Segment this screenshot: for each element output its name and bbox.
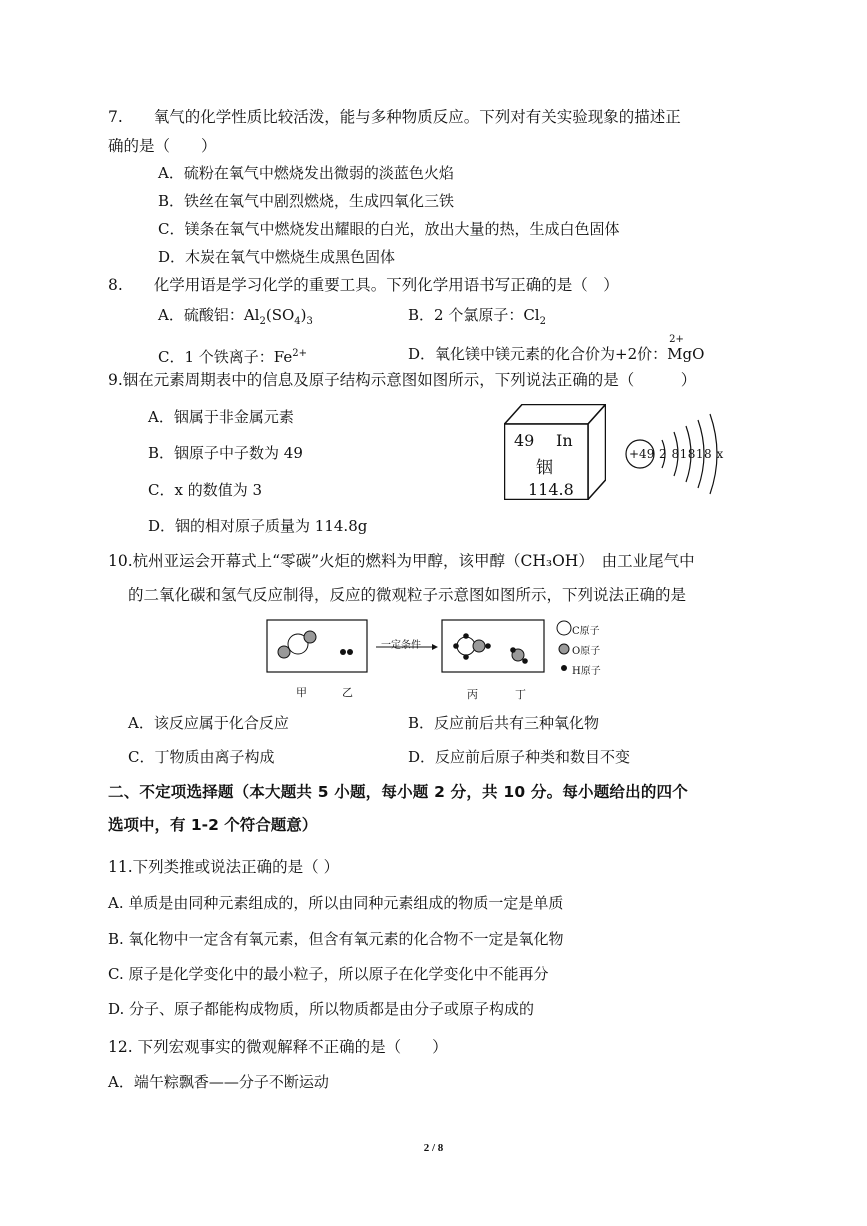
legend-h-atom: H原子 (572, 666, 601, 677)
q8-stem: 8. 化学用语是学习化学的重要工具。下列化学用语书写正确的是（ ） (108, 276, 619, 294)
element-mass: 114.8 (528, 480, 574, 499)
q7-option-c: C．镁条在氧气中燃烧发出耀眼的白光，放出大量的热，生成白色固体 (158, 220, 620, 238)
element-name: 铟 (536, 458, 553, 478)
q8-option-c-text: C．1 个铁离子：Fe (158, 348, 293, 366)
q9-option-a: A．铟属于非金属元素 (148, 408, 294, 426)
label-jia: 甲 (296, 686, 307, 699)
q11-option-c: C. 原子是化学变化中的最小粒子，所以原子在化学变化中不能再分 (108, 965, 549, 983)
q10-stem-line1: 10.杭州亚运会开幕式上“零碳”火炬的燃料为甲醇，该甲醇（CH₃OH） 由工业尾气中 (108, 552, 695, 570)
q8-option-a-text: A．硫酸铝：Al (158, 306, 260, 324)
q11-option-b: B. 氧化物中一定含有氧元素，但含有氧元素的化合物不一定是氧化物 (108, 930, 564, 948)
element-number: 49 (514, 431, 535, 450)
q7-stem-line2: 确的是（ ） (108, 137, 217, 155)
q11-option-d: D. 分子、原子都能构成物质，所以物质都是由分子或原子构成的 (108, 1000, 535, 1018)
q9-stem: 9.铟在元素周期表中的信息及原子结构示意图如图所示，下列说法正确的是（ ） (108, 371, 697, 389)
q8-option-b: B．2 个氯原子：$Cl_2$ (408, 306, 546, 327)
label-yi: 乙 (342, 686, 353, 699)
q11-stem: 11.下列类推或说法正确的是（ ） (108, 858, 340, 876)
section2-heading-line1: 二、不定项选择题（本大题共 5 小题，每小题 2 分，共 10 分。每小题给出的四个 (108, 783, 688, 801)
reaction-condition: 一定条件 (381, 640, 421, 651)
atom-shells: 2 81818 x (659, 447, 724, 461)
page-number: 2 / 8 (423, 1142, 444, 1154)
q7-option-a: A．硫粉在氧气中燃烧发出微弱的淡蓝色火焰 (158, 164, 454, 182)
q7-option-b: B．铁丝在氧气中剧烈燃烧，生成四氧化三铁 (158, 192, 455, 210)
q8-option-d (408, 334, 705, 364)
q8-option-d-text: D．氧化镁中镁元素的化合价为+2价： (408, 345, 668, 363)
q8-option-c-charge: 2+ (292, 348, 308, 359)
q7-option-d: D．木炭在氧气中燃烧生成黑色固体 (158, 248, 396, 266)
q9-option-b: B．铟原子中子数为 49 (148, 444, 303, 462)
q9-option-d: D．铟的相对原子质量为 114.8g (148, 517, 368, 535)
q10-option-b: B．反应前后共有三种氧化物 (408, 714, 600, 732)
q8-option-d-formula: MgO (667, 345, 705, 363)
legend-c-atom: C原子 (572, 626, 600, 637)
label-ding: 丁 (515, 688, 526, 701)
legend-o-atom: O原子 (572, 646, 601, 657)
q12-stem: 12. 下列宏观事实的微观解释不正确的是（ ） (108, 1038, 448, 1056)
q8-option-c (158, 344, 307, 367)
q10-option-a: A．该反应属于化合反应 (128, 714, 289, 732)
q7-stem-line1: 7. 氧气的化学性质比较活泼，能与多种物质反应。下列对有关实验现象的描述正 (108, 108, 681, 126)
atom-nucleus: +49 (629, 447, 655, 461)
element-symbol: In (556, 431, 573, 450)
q11-option-a: A. 单质是由同种元素组成的，所以由同种元素组成的物质一定是单质 (108, 894, 564, 912)
q10-stem-line2: 的二氧化碳和氢气反应制得，反应的微观粒子示意图如图所示，下列说法正确的是 (128, 586, 687, 604)
q9-option-c: C．x 的数值为 3 (148, 481, 263, 499)
q10-option-c: C．丁物质由离子构成 (128, 748, 275, 766)
q8-option-a: A．硫酸铝：$Al_2(SO_4)_3$ (158, 306, 313, 327)
q8-option-b-text: B．2 个氯原子：Cl (408, 306, 540, 324)
label-bing: 丙 (467, 688, 478, 701)
q8-option-d-charge: 2+ (669, 334, 684, 345)
q12-option-a: A．端午粽飘香——分子不断运动 (108, 1073, 329, 1091)
q10-option-d: D．反应前后原子种类和数目不变 (408, 748, 631, 766)
section2-heading-line2: 选项中，有 1-2 个符合题意） (108, 816, 318, 834)
